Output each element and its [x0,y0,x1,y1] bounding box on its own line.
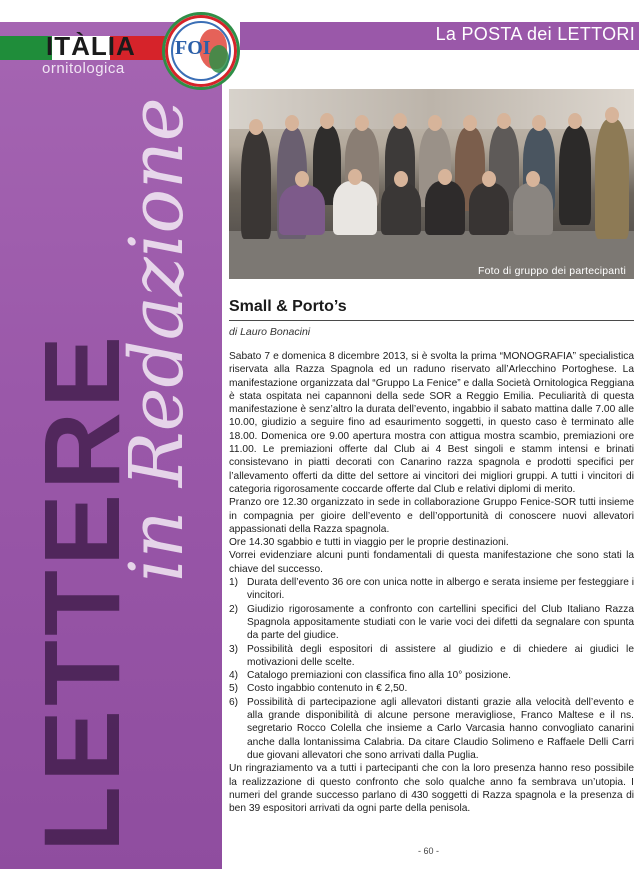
success-points-list [229,576,634,762]
list-number: 5) [229,683,239,695]
list-item [229,576,634,603]
article-closing: Un ringraziamento va a tutti i partecipanti che con la loro presenza hanno reso possibile la realizzazione di questo confronto che solo qualche anno fa sembrava un’utopia. I numeri del grande successo parlano di 430 soggetti di Razza spagnola e la presenza di ben 39 espositori arrivati da ogni parte della penisola. [229,763,634,815]
article-paragraph: Pranzo ore 12.30 organizzato in sede in collaborazione Gruppo Fenice-SOR tutti insieme in compagnia per gioire dell’evento e dell’opportunità di conoscere nuovi allevatori appassionati della Razza spagnola. [229,497,634,535]
list-item [229,696,634,762]
list-text: Possibilità degli espositori di assistere al giudizio e di chiedere ai giudici le motivazioni delle scelte. [247,643,634,668]
list-text: Durata dell’evento 36 ore con unica notte in albergo e serata insieme per festeggiare i vincitori. [247,577,634,602]
article-author: di Lauro Bonacini [229,326,311,338]
photo-caption: Foto di gruppo dei partecipanti [477,265,626,277]
list-item [229,669,634,682]
magazine-subtitle: ornitologica [42,60,125,77]
sidebar-lettere-text: LETTERE [21,331,142,852]
list-number: 1) [229,577,239,589]
sidebar-redazione-text: in Redazione [114,97,200,582]
list-item [229,682,634,695]
list-text: Costo ingabbio contenuto in € 2,50. [247,683,408,695]
list-number: 6) [229,696,239,708]
top-strip [0,0,639,22]
magazine-brand: ITÀLIA [46,31,136,61]
group-photo [229,89,634,279]
list-item [229,643,634,670]
list-text: Catalogo premiazioni con classifica fino alla 10° posizione. [247,670,511,682]
section-title: La POSTA dei LETTORI [435,24,635,44]
article-paragraph: Ore 14.30 sgabbio e tutti in viaggio per le proprie destinazioni. [229,537,509,549]
foi-logo-icon [162,12,240,90]
list-number: 4) [229,670,239,682]
article-paragraph: Vorrei evidenziare alcuni punti fondamentali di questa manifestazione che sono stati la chiave del successo. [229,550,634,575]
sidebar [0,22,222,869]
list-text: Possibilità di partecipazione agli allevatori distanti grazie alla velocità dell’evento e alla grande disponibilità di alcune persone meravigliose, Franco Maltese e il ns. segretario Rocco Colella che insieme a Carlo Varcasia hanno convogliato canarini anche dalla lontanissima Calabria. Da citare Claudio Solimeno e Raffaele Delli Carri due giovani allevatori che sono arrivati dalla Puglia. [247,696,634,761]
title-rule [229,320,634,321]
list-text: Giudizio rigorosamente a confronto con cartellini specifici del Club Italiano Razza Spagnola appositamente studiati con le varie voci dei difetti da segnalare con spunta da parte del giudice. [247,603,634,642]
foi-logo-text: FOI [175,37,211,59]
article-body [229,350,634,815]
article-paragraph: Sabato 7 e domenica 8 dicembre 2013, si è svolta la prima “MONOGRAFIA” specialistica riservata alla Razza Spagnola ed un raduno riservato all’Arlecchino Portoghese. La manifestazione organizzata dal “Gruppo La Fenice” e dalla Società Ornitologica Reggiana è stata ospitata nei capannoni della sede SOR a Reggio Emilia. Peculiarità di questa manifestazione è senz’altro la durata dell’evento, ingabbio il sabato mattina dalle 7.00 alle 10.00, giudizio a seguire fino ad esaurimento soggetti, in questo caso è terminato alle 18.00. Domenica ore 9.00 apertura mostra con attigua mostra scambio, premiazioni ore 11.00. Le premiazioni offerte dal Club ai 4 Best singoli e stamm intensi e brinati consistevano in piatti decorati con Canarino razza spagnola e prodotti specifici per l’allevamento offerti da ditte del settore ai vincitori dei migliori gruppi. A tutti i vincitori di categoria rigorosamente coccarde offerte dal Club e relativi diplomi di merito. [229,351,634,495]
list-number: 3) [229,643,239,655]
section-header [240,22,639,50]
article-title: Small & Porto’s [229,298,347,315]
list-number: 2) [229,603,239,615]
list-item [229,603,634,643]
page-number: - 60 - [418,846,440,856]
